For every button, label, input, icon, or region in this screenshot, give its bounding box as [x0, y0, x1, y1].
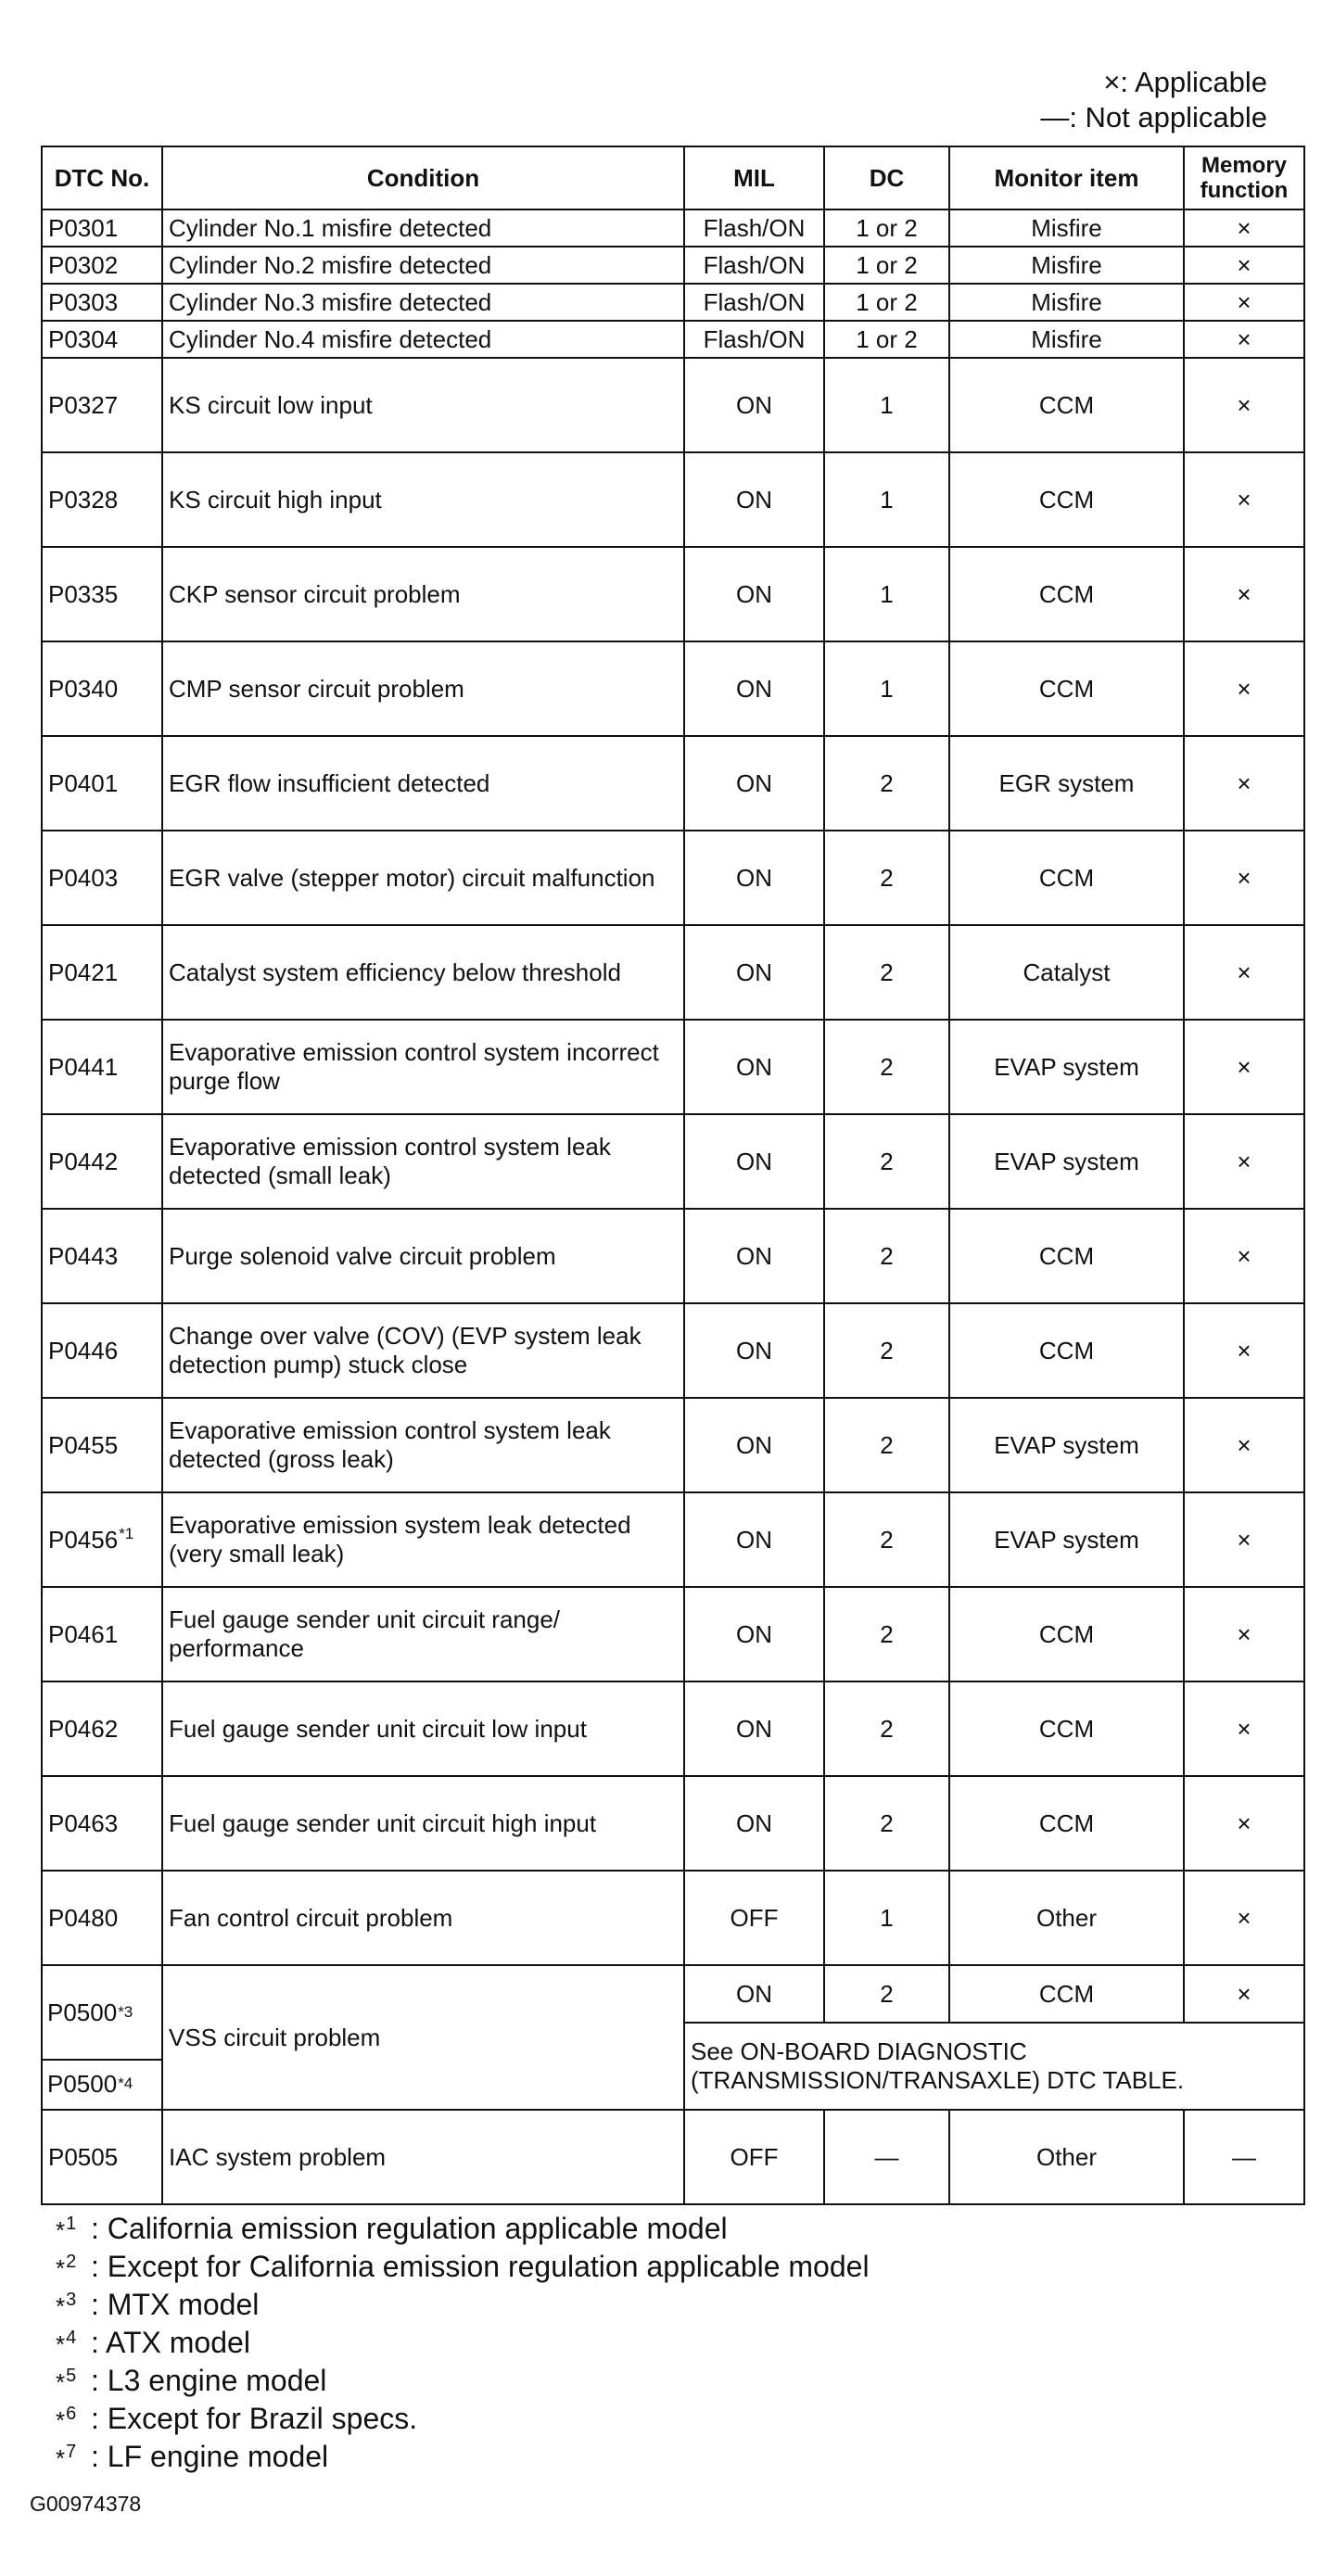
monitor-cell: Misfire — [949, 247, 1184, 284]
monitor-cell: Misfire — [949, 284, 1184, 321]
mil-cell: ON — [684, 1492, 824, 1587]
dc-cell: 2 — [824, 831, 949, 925]
dtc-code-cell — [42, 831, 162, 925]
condition-cell: EGR flow insufficient detected — [162, 736, 684, 831]
header-dtc-no: DTC No. — [42, 146, 162, 209]
table-row — [42, 1303, 1304, 1398]
table-row — [42, 1776, 1304, 1871]
dtc-code-cell — [42, 1776, 162, 1871]
mil-cell: OFF — [684, 1871, 824, 1965]
memory-cell: × — [1184, 547, 1304, 641]
footnote-text: : LF engine model — [91, 2440, 329, 2473]
condition-cell: CMP sensor circuit problem — [162, 641, 684, 736]
dc-cell: 1 or 2 — [824, 284, 949, 321]
mil-cell: ON — [684, 1587, 824, 1681]
monitor-cell: CCM — [949, 641, 1184, 736]
dtc-code-cell — [42, 1587, 162, 1681]
dtc-code-text: P0462 — [48, 1714, 119, 1743]
memory-cell: × — [1184, 358, 1304, 452]
dc-cell: 2 — [824, 1681, 949, 1776]
monitor-cell: EVAP system — [949, 1114, 1184, 1209]
dtc-code-text: P0442 — [48, 1147, 119, 1175]
memory-cell: × — [1184, 1303, 1304, 1398]
condition-cell: Fuel gauge sender unit circuit range/ performance — [162, 1587, 684, 1681]
table-row — [42, 1681, 1304, 1776]
table-row — [42, 1020, 1304, 1114]
dtc-code-cell — [42, 736, 162, 831]
condition-cell: Cylinder No.3 misfire detected — [162, 284, 684, 321]
condition-cell: Evaporative emission control system incorrect purge flow — [162, 1020, 684, 1114]
monitor-cell: Catalyst — [949, 925, 1184, 1020]
condition-cell: Change over valve (COV) (EVP system leak detection pump) stuck close — [162, 1303, 684, 1398]
footnote-number: 5 — [66, 2366, 77, 2386]
monitor-cell: CCM — [949, 1303, 1184, 1398]
memory-cell: × — [1184, 284, 1304, 321]
dtc-code-p0500-atx: P0500 *4 — [43, 2059, 161, 2107]
footnote-item — [56, 2287, 870, 2325]
table-row — [42, 209, 1304, 247]
condition-cell: Evaporative emission control system leak detected (gross leak) — [162, 1398, 684, 1492]
dtc-code-text: P0446 — [48, 1336, 119, 1364]
dtc-code-text: P0500 — [47, 2069, 118, 2098]
condition-cell: Fuel gauge sender unit circuit low input — [162, 1681, 684, 1776]
dc-cell: — — [824, 2110, 949, 2204]
table-row — [42, 1587, 1304, 1681]
memory-cell: × — [1184, 209, 1304, 247]
table-row — [42, 925, 1304, 1020]
dtc-code-cell — [42, 1303, 162, 1398]
memory-cell: × — [1184, 1020, 1304, 1114]
dtc-code-text: P0401 — [48, 768, 119, 797]
dtc-code-text: P0441 — [48, 1052, 119, 1081]
dc-cell: 1 or 2 — [824, 209, 949, 247]
footnote-text: : Except for Brazil specs. — [91, 2402, 418, 2435]
see-reference-line1: See ON-BOARD DIAGNOSTIC — [691, 2037, 1027, 2065]
dtc-code-cell — [42, 321, 162, 358]
condition-cell: Purge solenoid valve circuit problem — [162, 1209, 684, 1303]
memory-cell: × — [1184, 1681, 1304, 1776]
dtc-table — [41, 146, 1305, 2205]
legend-applicable: ×: Applicable — [1103, 66, 1267, 98]
footnote-number: 7 — [66, 2442, 77, 2462]
mil-cell: ON — [684, 1965, 824, 2023]
condition-cell: Fuel gauge sender unit circuit high input — [162, 1776, 684, 1871]
footnote-item — [56, 2401, 870, 2439]
condition-cell: KS circuit high input — [162, 452, 684, 547]
condition-cell: IAC system problem — [162, 2110, 684, 2204]
table-row — [42, 1209, 1304, 1303]
dtc-code-cell — [42, 1398, 162, 1492]
legend — [1040, 65, 1267, 135]
footnote-asterisk: * — [56, 2292, 66, 2320]
mil-cell: Flash/ON — [684, 247, 824, 284]
header-monitor-item: Monitor item — [949, 146, 1184, 209]
footnote-number: 3 — [66, 2290, 77, 2310]
dc-cell: 2 — [824, 925, 949, 1020]
memory-cell: × — [1184, 1398, 1304, 1492]
table-row — [42, 1398, 1304, 1492]
footnote-text: : L3 engine model — [91, 2364, 327, 2397]
monitor-cell: EVAP system — [949, 1020, 1184, 1114]
memory-cell: × — [1184, 1871, 1304, 1965]
dc-cell: 2 — [824, 1398, 949, 1492]
footnote-text: : ATX model — [91, 2326, 250, 2359]
footnote-asterisk: * — [56, 2406, 66, 2434]
dtc-code-cell: P0505 — [42, 2110, 162, 2204]
table-row — [42, 452, 1304, 547]
footnote-item — [56, 2363, 870, 2401]
header-dc: DC — [824, 146, 949, 209]
memory-cell: × — [1184, 1492, 1304, 1587]
dc-cell: 2 — [824, 1209, 949, 1303]
footnote-text: : California emission regulation applicable model — [91, 2212, 728, 2245]
dtc-code-cell — [42, 247, 162, 284]
monitor-cell: CCM — [949, 1776, 1184, 1871]
table-row — [42, 321, 1304, 358]
table-row — [42, 736, 1304, 831]
mil-cell: ON — [684, 452, 824, 547]
monitor-cell: CCM — [949, 1587, 1184, 1681]
footnote-marker — [56, 2213, 91, 2249]
dc-cell: 2 — [824, 1492, 949, 1587]
footnote-item — [56, 2249, 870, 2287]
memory-cell: × — [1184, 1965, 1304, 2023]
table-row — [42, 358, 1304, 452]
dtc-code-text: P0301 — [48, 214, 119, 242]
dc-cell: 1 — [824, 452, 949, 547]
dc-cell: 2 — [824, 1020, 949, 1114]
dc-cell: 1 — [824, 1871, 949, 1965]
see-reference-line2: (TRANSMISSION/TRANSAXLE) DTC TABLE. — [691, 2066, 1185, 2094]
footnote-marker — [56, 2365, 91, 2401]
dtc-code-text: P0500 — [47, 1998, 118, 2026]
footnote-asterisk: * — [56, 2216, 66, 2244]
footnote-asterisk: * — [56, 2330, 66, 2358]
mil-cell: ON — [684, 925, 824, 1020]
memory-cell: × — [1184, 831, 1304, 925]
footnote-item — [56, 2439, 870, 2477]
condition-cell: Evaporative emission system leak detected (very small leak) — [162, 1492, 684, 1587]
mil-cell: ON — [684, 1681, 824, 1776]
footnote-marker — [56, 2441, 91, 2477]
footnote-asterisk: * — [56, 2444, 66, 2472]
condition-cell: VSS circuit problem — [162, 1965, 684, 2110]
dc-cell: 1 or 2 — [824, 247, 949, 284]
dc-cell: 1 or 2 — [824, 321, 949, 358]
dtc-code-cell — [42, 1871, 162, 1965]
table-row — [42, 284, 1304, 321]
footnote-asterisk: * — [56, 2254, 66, 2282]
memory-cell: × — [1184, 1776, 1304, 1871]
mil-cell: ON — [684, 831, 824, 925]
monitor-cell: EVAP system — [949, 1398, 1184, 1492]
dtc-code-cell — [42, 1114, 162, 1209]
dtc-code-cell — [42, 547, 162, 641]
monitor-cell: CCM — [949, 452, 1184, 547]
table-row — [42, 547, 1304, 641]
table-row — [42, 247, 1304, 284]
table-row-vss — [42, 1965, 1304, 2023]
dtc-code-cell — [42, 1020, 162, 1114]
dtc-code-text: P0327 — [48, 390, 119, 419]
memory-cell: × — [1184, 321, 1304, 358]
memory-cell: × — [1184, 1587, 1304, 1681]
footnote-marker — [56, 2403, 91, 2439]
dc-cell: 2 — [824, 736, 949, 831]
condition-cell: Cylinder No.2 misfire detected — [162, 247, 684, 284]
table-body — [42, 209, 1304, 2204]
dtc-code-text: P0335 — [48, 579, 119, 608]
dtc-code-text: P0443 — [48, 1241, 119, 1270]
condition-cell: Catalyst system efficiency below threshold — [162, 925, 684, 1020]
monitor-cell: EVAP system — [949, 1492, 1184, 1587]
monitor-cell: CCM — [949, 1681, 1184, 1776]
monitor-cell: CCM — [949, 831, 1184, 925]
dtc-code-cell — [42, 1209, 162, 1303]
dc-cell: 1 — [824, 641, 949, 736]
footnote-marker — [56, 2327, 91, 2363]
monitor-cell: CCM — [949, 547, 1184, 641]
memory-cell: × — [1184, 925, 1304, 1020]
mil-cell: ON — [684, 1020, 824, 1114]
footnote-number: 6 — [66, 2404, 77, 2424]
dtc-code-text: P0480 — [48, 1903, 119, 1932]
mil-cell: ON — [684, 1398, 824, 1492]
dtc-code-text: P0328 — [48, 485, 119, 514]
dtc-code-text: P0304 — [48, 325, 119, 353]
header-memory-function — [1184, 146, 1304, 209]
table-row — [42, 831, 1304, 925]
legend-not-applicable: —: Not applicable — [1040, 101, 1267, 133]
header-condition: Condition — [162, 146, 684, 209]
memory-cell: — — [1184, 2110, 1304, 2204]
mil-cell: ON — [684, 1209, 824, 1303]
condition-cell: EGR valve (stepper motor) circuit malfunction — [162, 831, 684, 925]
footnote-marker — [56, 2251, 91, 2287]
table-row-p0505 — [42, 2110, 1304, 2204]
mil-cell: ON — [684, 358, 824, 452]
dtc-code-cell — [42, 452, 162, 547]
footnote-item — [56, 2211, 870, 2249]
condition-cell: Cylinder No.1 misfire detected — [162, 209, 684, 247]
dtc-code-text: P0303 — [48, 288, 119, 316]
monitor-cell: EGR system — [949, 736, 1184, 831]
mil-cell: ON — [684, 641, 824, 736]
condition-cell: Fan control circuit problem — [162, 1871, 684, 1965]
monitor-cell: Misfire — [949, 321, 1184, 358]
dtc-code-cell — [42, 1681, 162, 1776]
memory-cell: × — [1184, 452, 1304, 547]
footnote-number: 4 — [66, 2328, 77, 2348]
mil-cell: Flash/ON — [684, 209, 824, 247]
monitor-cell: Other — [949, 1871, 1184, 1965]
monitor-cell: Other — [949, 2110, 1184, 2204]
footnote-number: 1 — [66, 2214, 77, 2234]
dtc-code-cell — [42, 925, 162, 1020]
mil-cell: ON — [684, 547, 824, 641]
mil-cell: ON — [684, 736, 824, 831]
monitor-cell: CCM — [949, 1209, 1184, 1303]
dc-cell: 2 — [824, 1303, 949, 1398]
header-mil: MIL — [684, 146, 824, 209]
footnotes — [56, 2211, 870, 2477]
dtc-code-cell — [42, 209, 162, 247]
dtc-code-text: P0461 — [48, 1619, 119, 1648]
table-row — [42, 1492, 1304, 1587]
dtc-code-text: P0421 — [48, 958, 119, 986]
footnote-item — [56, 2325, 870, 2363]
table-header-row — [42, 146, 1304, 209]
see-reference-cell — [684, 2023, 1304, 2110]
memory-cell: × — [1184, 247, 1304, 284]
dtc-code-cell — [42, 358, 162, 452]
dtc-code-cell — [42, 1492, 162, 1587]
footnote-asterisk: * — [56, 2368, 66, 2396]
mil-cell: ON — [684, 1114, 824, 1209]
table-row — [42, 1871, 1304, 1965]
dtc-code-p0500-mtx: P0500 *3 — [47, 1998, 133, 2026]
table-row — [42, 1114, 1304, 1209]
memory-cell: × — [1184, 1209, 1304, 1303]
dtc-code-text: P0463 — [48, 1808, 119, 1837]
memory-cell: × — [1184, 641, 1304, 736]
monitor-cell: CCM — [949, 358, 1184, 452]
dtc-code-text: P0455 — [48, 1430, 119, 1459]
monitor-cell: CCM — [949, 1965, 1184, 2023]
condition-cell: Evaporative emission control system leak detected (small leak) — [162, 1114, 684, 1209]
dc-cell: 2 — [824, 1776, 949, 1871]
condition-cell: KS circuit low input — [162, 358, 684, 452]
footnote-text: : Except for California emission regulation applicable model — [91, 2250, 870, 2283]
dtc-code-cell — [42, 284, 162, 321]
dtc-code-text: P0340 — [48, 674, 119, 703]
dtc-code-text: P0403 — [48, 863, 119, 892]
footnote-marker — [56, 2289, 91, 2325]
memory-cell: × — [1184, 1114, 1304, 1209]
dc-cell: 2 — [824, 1587, 949, 1681]
condition-cell: CKP sensor circuit problem — [162, 547, 684, 641]
footnote-ref: *1 — [119, 1524, 134, 1542]
header-memory-line1: Memory — [1201, 153, 1288, 178]
condition-cell: Cylinder No.4 misfire detected — [162, 321, 684, 358]
dc-cell: 1 — [824, 547, 949, 641]
mil-cell: ON — [684, 1776, 824, 1871]
figure-id: G00974378 — [30, 2492, 142, 2516]
memory-cell: × — [1184, 736, 1304, 831]
mil-cell: ON — [684, 1303, 824, 1398]
footnote-number: 2 — [66, 2252, 77, 2272]
dtc-code-text: P0456 — [48, 1525, 119, 1554]
mil-cell: Flash/ON — [684, 284, 824, 321]
dtc-code-cell — [42, 641, 162, 736]
header-memory-line2: function — [1200, 178, 1289, 203]
dtc-code-cell-vss — [42, 1965, 162, 2110]
dc-cell: 2 — [824, 1965, 949, 2023]
mil-cell: OFF — [684, 2110, 824, 2204]
dc-cell: 2 — [824, 1114, 949, 1209]
monitor-cell: Misfire — [949, 209, 1184, 247]
dc-cell: 1 — [824, 358, 949, 452]
table-row — [42, 641, 1304, 736]
footnote-text: : MTX model — [91, 2288, 260, 2321]
mil-cell: Flash/ON — [684, 321, 824, 358]
dtc-code-text: P0302 — [48, 251, 119, 279]
